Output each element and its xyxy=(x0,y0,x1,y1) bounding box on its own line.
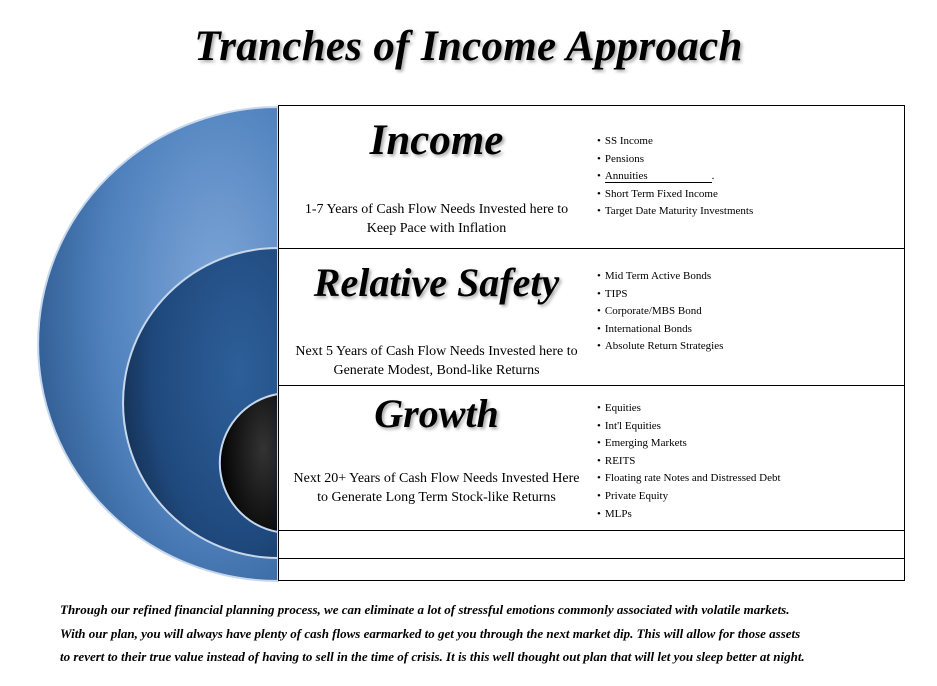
list-item: • Absolute Return Strategies xyxy=(597,338,723,356)
footer-line: Through our refined financial planning process, we can eliminate a lot of stressful emotions commonly associated with volatile markets. xyxy=(60,602,790,617)
tranche-item-list xyxy=(597,133,753,221)
tranche-description: Next 20+ Years of Cash Flow Needs Invested Here to Generate Long Term Stock-like Returns xyxy=(293,471,580,505)
tranche-heading: Income xyxy=(369,117,504,164)
list-item: • MLPs xyxy=(597,506,781,524)
tranche-row-income xyxy=(279,106,904,249)
tranche-heading: Growth xyxy=(374,391,499,436)
list-item: • REITS xyxy=(597,453,781,471)
empty-row xyxy=(279,531,904,559)
tranche-row-growth xyxy=(279,386,904,531)
list-item: • Floating rate Notes and Distressed Debt xyxy=(597,470,781,488)
item-suffix: . xyxy=(711,170,715,183)
list-item: • TIPS xyxy=(597,286,723,304)
list-item: • Target Date Maturity Investments xyxy=(597,203,753,221)
tranche-description: 1-7 Years of Cash Flow Needs Invested here to Keep Pace with Inflation xyxy=(304,202,569,236)
list-item: • Pensions xyxy=(597,151,753,169)
list-item: • Int'l Equities xyxy=(597,418,781,436)
footer-paragraph xyxy=(60,598,920,669)
tranches-table xyxy=(278,105,905,581)
list-item xyxy=(597,168,753,186)
list-item: • Corporate/MBS Bond xyxy=(597,303,723,321)
list-item: • Mid Term Active Bonds xyxy=(597,268,723,286)
tranche-item-list xyxy=(597,268,723,356)
footer-line: to revert to their true value instead of having to sell in the time of crisis. It is this well thought out plan that will let you sleep better at night. xyxy=(60,649,805,664)
tranche-description: Next 5 Years of Cash Flow Needs Invested here to Generate Modest, Bond-like Returns xyxy=(295,344,578,378)
list-item: • Equities xyxy=(597,400,781,418)
tranche-row-relative-safety xyxy=(279,249,904,386)
tranche-heading: Relative Safety xyxy=(313,260,560,305)
footer-line: With our plan, you will always have plenty of cash flows earmarked to get you through the next market dip. This will allow for those assets xyxy=(60,625,801,641)
list-item: • Short Term Fixed Income xyxy=(597,186,753,204)
diagram-title: Tranches of Income Approach xyxy=(194,23,743,70)
list-item: • International Bonds xyxy=(597,321,723,339)
list-item: • Private Equity xyxy=(597,488,781,506)
underlined-item: Annuities xyxy=(605,170,712,183)
list-item: • SS Income xyxy=(597,133,753,151)
list-item: • Emerging Markets xyxy=(597,435,781,453)
tranche-item-list xyxy=(597,400,781,523)
